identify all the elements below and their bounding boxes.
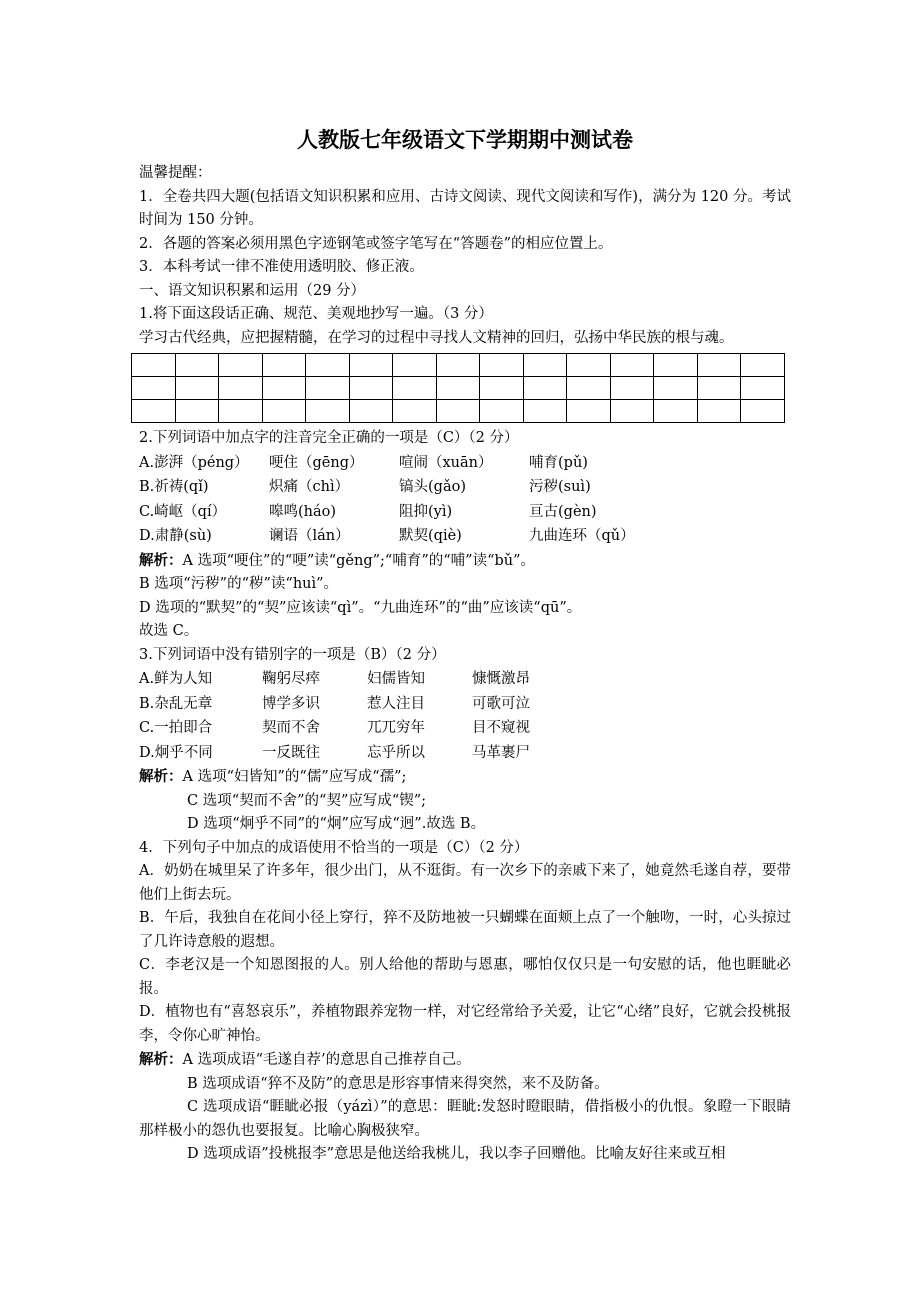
grid-cell[interactable] <box>219 354 263 377</box>
q3-option: D.炯乎不同 <box>139 744 213 761</box>
q2-option-row <box>139 524 791 549</box>
q2-option: 喧闹（xuān） <box>399 454 493 471</box>
q2-analysis: B 选项“污秽”的“秽”读“huì”。 <box>139 576 339 592</box>
q3-option: A.鲜为人知 <box>139 671 213 687</box>
grid-cell[interactable] <box>741 354 785 377</box>
q2-option: D.肃静(sù) <box>139 528 212 544</box>
q3-option: C.一拍即合 <box>139 720 213 736</box>
copy-grid <box>131 353 785 423</box>
grid-cell[interactable] <box>219 400 263 423</box>
section-heading: 一、语文知识积累和运用（29 分） <box>139 282 366 299</box>
notice-item-2: 2．各题的答案必须用黑色字迹钢笔或签字笔写在“答题卷”的相应位置上。 <box>139 235 613 252</box>
q3-option: 妇儒皆知 <box>367 671 425 687</box>
q2-option: 镐头(gǎo) <box>399 479 466 495</box>
grid-row <box>132 400 785 423</box>
q1-stem: 1.将下面这段话正确、规范、美观地抄写一遍。（3 分） <box>139 306 493 322</box>
q4-analysis: C 选项成语“睚眦必报（yázì）”的意思：睚眦:发怒时瞪眼睛，借指极小的仇恨。象瞪一下眼睛那样极小的怨仇也要报复。比喻心胸极狭窄。 <box>139 1099 791 1139</box>
q2-option: 亘古(gèn) <box>529 503 597 520</box>
grid-cell[interactable] <box>393 354 437 377</box>
q4-stem: 4．下列句子中加点的成语使用不恰当的一项是（C）（2 分） <box>139 839 529 856</box>
grid-cell[interactable] <box>567 354 611 377</box>
q3-option-row <box>139 667 791 692</box>
q4-option: A．奶奶在城里呆了许多年，很少出门，从不逛街。有一次乡下的亲戚下来了，她竟然毛遂自荐，要带他们上街去玩。 <box>139 863 791 903</box>
grid-cell[interactable] <box>175 354 219 377</box>
q2-analysis <box>139 549 791 574</box>
analysis-label: 解析： <box>139 768 183 785</box>
grid-cell[interactable] <box>697 377 741 400</box>
grid-cell[interactable] <box>523 354 567 377</box>
q3-option: 鞠躬尽瘁 <box>262 671 320 687</box>
q4-analysis: B 选项成语“猝不及防”的意思是形容事情来得突然，来不及防备。 <box>187 1075 609 1092</box>
q3-option: 契而不舍 <box>262 720 320 736</box>
q4-analysis: D 选项成语”投桃报李”意思是他送给我桃儿，我以李子回赠他。比喻友好往来或互相 <box>187 1146 726 1162</box>
grid-cell[interactable] <box>741 377 785 400</box>
grid-cell[interactable] <box>306 400 350 423</box>
q2-option-row <box>139 500 791 525</box>
q1-passage: 学习古代经典，应把握精髓，在学习的过程中寻找人文精神的回归，弘扬中华民族的根与魂。 <box>139 329 734 346</box>
q2-option: 阻抑(yì) <box>399 503 453 520</box>
q2-option: 哺育(pǔ) <box>529 454 588 471</box>
grid-cell[interactable] <box>697 400 741 423</box>
grid-cell[interactable] <box>262 354 306 377</box>
grid-cell[interactable] <box>175 377 219 400</box>
grid-cell[interactable] <box>567 400 611 423</box>
grid-cell[interactable] <box>393 377 437 400</box>
grid-cell[interactable] <box>523 377 567 400</box>
q3-analysis: C 选项“契而不舍”的“契”应写成“锲”; <box>187 792 427 809</box>
q3-option: 慷慨激昂 <box>472 671 530 687</box>
q2-option: 哽住（gēng） <box>269 454 364 471</box>
grid-cell[interactable] <box>654 400 698 423</box>
grid-cell[interactable] <box>132 377 176 400</box>
q4-analysis <box>139 1048 791 1073</box>
q3-option-row <box>139 692 791 717</box>
q3-option-row <box>139 716 791 741</box>
grid-cell[interactable] <box>697 354 741 377</box>
q2-option: 谰语（lán） <box>269 528 350 544</box>
q2-analysis: D 选项的“默契”的“契”应该读“qì”。“九曲连环”的“曲”应该读“qū”。 <box>139 599 582 616</box>
q2-option: B.祈祷(qǐ) <box>139 479 209 495</box>
grid-cell[interactable] <box>436 400 480 423</box>
grid-row <box>132 377 785 400</box>
grid-cell[interactable] <box>175 400 219 423</box>
grid-cell[interactable] <box>132 354 176 377</box>
grid-cell[interactable] <box>262 400 306 423</box>
notice-item-1: 1．全卷共四大题(包括语文知识积累和应用、古诗文阅读、现代文阅读和写作)，满分为 120 分。考试时间为 150 分钟。 <box>139 188 791 228</box>
grid-cell[interactable] <box>567 377 611 400</box>
q4-option: B．午后，我独自在花间小径上穿行，猝不及防地被一只蝴蝶在面颊上点了一个触吻，一时，心头掠过了几许诗意般的遐想。 <box>139 910 791 950</box>
notice-item-3: 3．本科考试一律不准使用透明胶、修正液。 <box>139 259 424 275</box>
grid-cell[interactable] <box>306 354 350 377</box>
grid-cell[interactable] <box>654 354 698 377</box>
grid-cell[interactable] <box>349 400 393 423</box>
q2-option: C.崎岖（qí） <box>139 503 227 520</box>
q3-option-row <box>139 741 791 766</box>
q3-option: 目不窥视 <box>472 720 530 736</box>
analysis-label: 解析： <box>139 1051 183 1068</box>
q3-option: 博学多识 <box>262 695 320 712</box>
grid-cell[interactable] <box>306 377 350 400</box>
q2-option: 污秽(suì) <box>529 479 591 495</box>
grid-cell[interactable] <box>610 377 654 400</box>
q3-option: 可歌可泣 <box>472 695 530 712</box>
grid-cell[interactable] <box>349 377 393 400</box>
grid-cell[interactable] <box>480 400 524 423</box>
analysis-text: A 选项“哽住”的“哽”读“gěng”;“哺育”的“哺”读“bǔ”。 <box>182 552 536 569</box>
q3-analysis <box>139 765 791 790</box>
grid-cell[interactable] <box>654 377 698 400</box>
grid-cell[interactable] <box>436 354 480 377</box>
q2-option: A.澎湃（péng） <box>139 454 249 471</box>
q3-option: 惹人注目 <box>367 695 425 712</box>
q2-option: 九曲连环（qǔ） <box>529 528 635 544</box>
analysis-text: A 选项成语“毛遂自荐’的意思自己推荐自己。 <box>182 1052 471 1068</box>
q4-option: D．植物也有“喜怒哀乐”，养植物跟养宠物一样，对它经常给予关爱，让它“心绪”良好，它就会投桃报李，令你心旷神怡。 <box>139 1004 791 1044</box>
grid-cell[interactable] <box>523 400 567 423</box>
q2-analysis: 故选 C。 <box>139 623 199 639</box>
grid-cell[interactable] <box>132 400 176 423</box>
grid-cell[interactable] <box>436 377 480 400</box>
q3-option: 马革裹尸 <box>472 744 530 761</box>
grid-cell[interactable] <box>393 400 437 423</box>
grid-row <box>132 354 785 377</box>
grid-cell[interactable] <box>219 377 263 400</box>
notice-heading: 温馨提醒： <box>139 165 212 181</box>
grid-cell[interactable] <box>480 377 524 400</box>
q4-option: C．李老汉是一个知恩图报的人。别人给他的帮助与恩惠，哪怕仅仅只是一句安慰的话，他也睚眦必报。 <box>139 957 791 997</box>
q3-option: 兀兀穷年 <box>367 720 425 736</box>
q2-option-row <box>139 475 791 500</box>
q2-option-row <box>139 451 791 476</box>
q3-stem: 3.下列词语中没有错别字的一项是（B）（2 分） <box>139 646 446 663</box>
grid-cell[interactable] <box>262 377 306 400</box>
grid-cell[interactable] <box>480 354 524 377</box>
grid-cell[interactable] <box>741 400 785 423</box>
page-title: 人教版七年级语文下学期期中测试卷 <box>297 128 633 152</box>
q2-option: 嗥鸣(háo) <box>269 503 337 520</box>
q3-option: B.杂乱无章 <box>139 695 213 712</box>
q2-option: 默契(qiè) <box>399 528 462 544</box>
q2-stem: 2.下列词语中加点字的注音完全正确的一项是（C）（2 分） <box>139 430 519 446</box>
q2-option: 炽痛（chì） <box>269 479 350 495</box>
q3-analysis: D 选项“炯乎不同”的“炯”应写成“迥”.故选 B。 <box>187 816 486 832</box>
analysis-label: 解析： <box>139 551 183 569</box>
grid-cell[interactable] <box>610 400 654 423</box>
grid-cell[interactable] <box>610 354 654 377</box>
grid-cell[interactable] <box>349 354 393 377</box>
q3-option: 一反既往 <box>262 744 320 761</box>
q3-option: 忘乎所以 <box>367 744 425 761</box>
exam-page <box>139 124 791 1167</box>
analysis-text: A 选项“妇皆知”的“儒”应写成“孺”; <box>182 769 407 785</box>
